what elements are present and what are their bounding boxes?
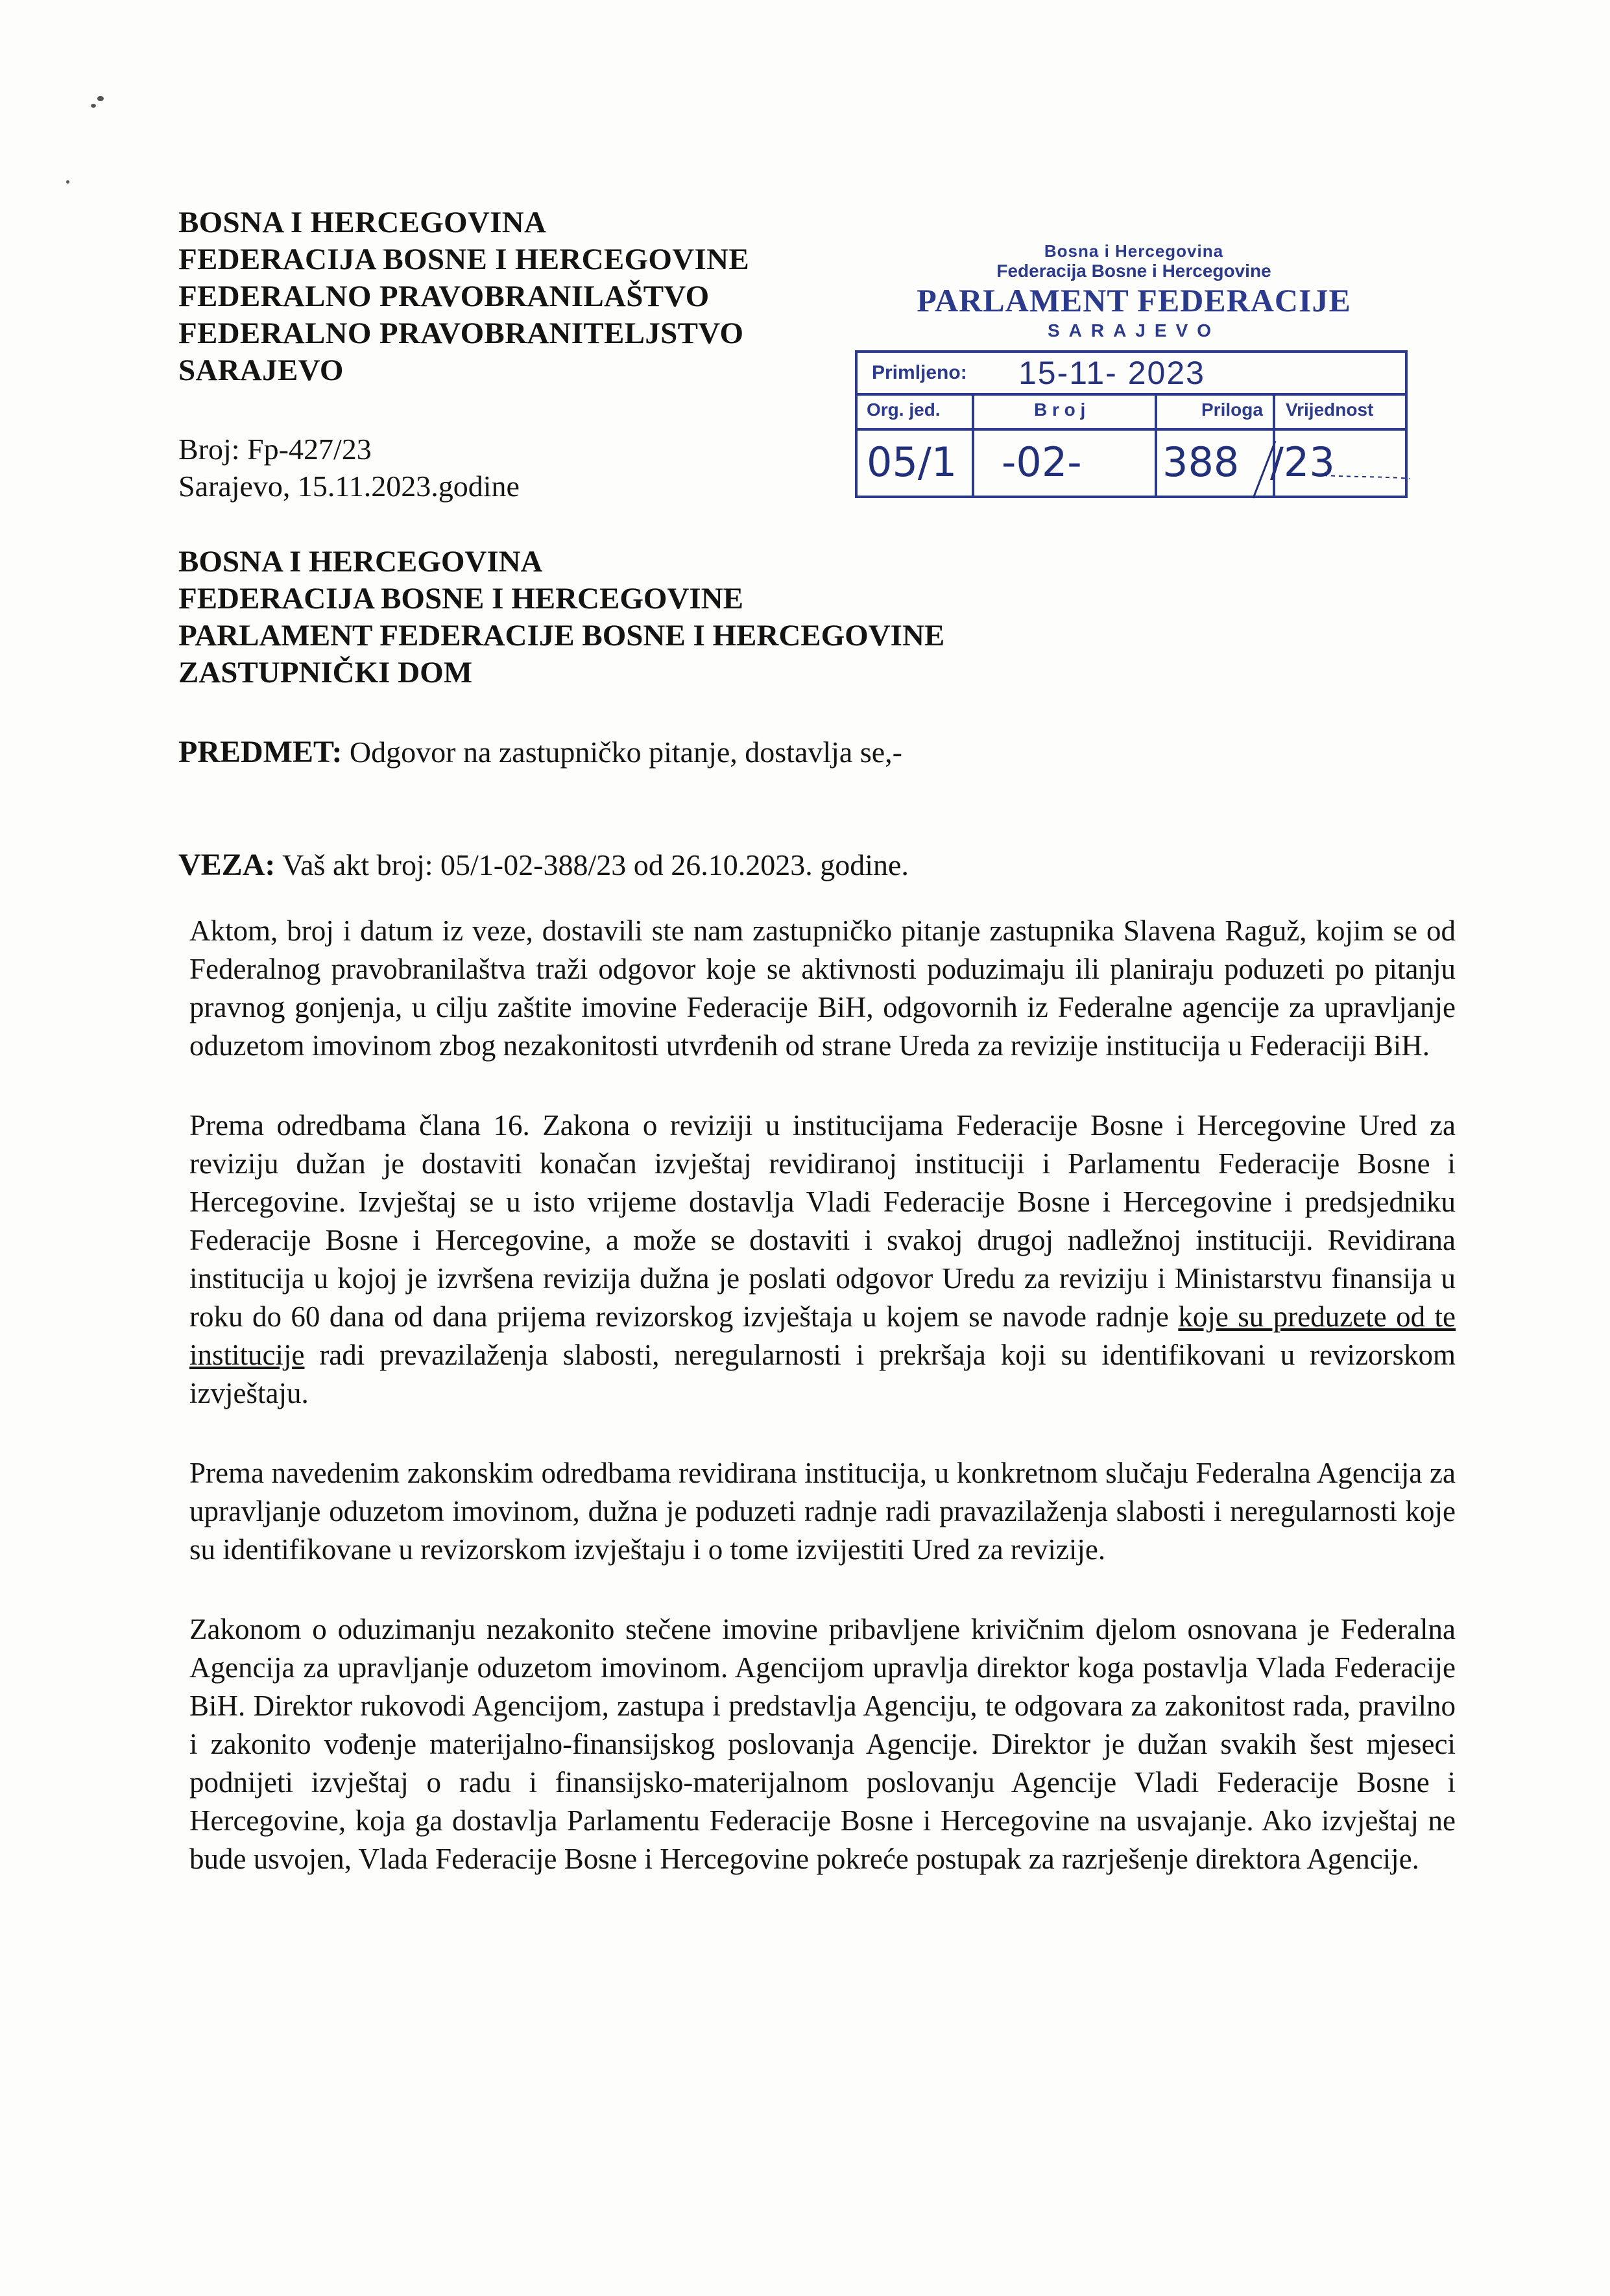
received-stamp [855,241,1413,501]
scan-speck [97,96,104,101]
paragraph-text: Prema odredbama člana 16. Zakona o reviziji u institucijama Federacije Bosne i Hercegovine Ured za reviziju dužan je dostaviti konačan izvještaj revidiranoj instituciji i Parlamentu Federacije Bosne i Hercegovine. Izvještaj se u isto vrijeme dostavlja Vladi Federacije Bosne i Hercegovine i predsjedniku Federacije Bosne i Hercegovine, a može se dostaviti i svakoj drugoj nadležnoj instituciji. Revidirana institucija u kojoj je izvršena revizija dužna je poslati odgovor Uredu za reviziju i Ministarstvu finansija u roku do 60 dana od dana prijema revizorskog izvještaja u kojem se navode radnje [189,1109,1456,1333]
stamp-col-org: Org. jed. [867,400,941,420]
stamp-hand-priloga: 388 [1162,438,1240,486]
stamp-divider [972,396,974,498]
stamp-pen-stroke [1225,436,1413,501]
stamp-received-date: 15-11- 2023 [1018,355,1205,391]
stamp-col-broj: B r o j [1034,400,1086,420]
recipient-block [178,544,944,691]
scan-speck [91,104,96,108]
subject-text: Odgovor na zastupničko pitanje, dostavlja se,- [349,735,902,769]
reference-line [178,847,909,883]
stamp-federation: Federacija Bosne i Hercegovine [996,261,1271,281]
stamp-country: Bosna i Hercegovina [1044,241,1224,261]
sender-line: SARAJEVO [178,353,344,387]
reference-label: VEZA: [178,848,276,882]
stamp-received-label: Primljeno: [872,362,967,383]
underlined-text: koje su preduzete od te institucije [189,1300,1456,1371]
stamp-hand-broj: -02- [1002,438,1082,486]
reference-text: Vaš akt broj: 05/1-02-388/23 od 26.10.2023. godine. [282,848,909,881]
stamp-received-row [858,353,1405,396]
paragraph: Prema navedenim zakonskim odredbama revidirana institucija, u konkretnom slučaju Federalna Agencija za upravljanje oduzetom imovinom, dužna je poduzeti radnje radi pravazilaženja slabosti i neregularnosti koje su identifikovane u revizorskom izvještaju i o tome izvijestiti Ured za revizije. [189,1457,1456,1566]
recipient-line: ZASTUPNIČKI DOM [178,656,473,689]
stamp-parliament: PARLAMENT FEDERACIJE [917,282,1351,318]
subject-label: PREDMET: [178,735,342,769]
sender-block [178,204,749,389]
sender-line: FEDERALNO PRAVOBRANILAŠTVO [178,280,710,313]
scan-speck [66,180,69,184]
stamp-hand-vrijednost: /23 [1270,438,1335,486]
document-number: Broj: Fp-427/23 [178,433,372,466]
stamp-col-priloga: Priloga [1201,400,1263,420]
stamp-header-row [858,396,1405,431]
paragraph: Zakonom o oduzimanju nezakonito stečene imovine pribavljene krivičnim djelom osnovana je Federalna Agencija za upravljanje oduzetom imovinom. Agencijom upravlja direktor koga postavlja Vlada Federacije BiH. Direktor rukovodi Agencijom, zastupa i predstavlja Agenciju, te odgovara za zakonitost rada, pravilno i zakonito vođenje materijalno-finansijskog poslovanja Agencije. Direktor je dužan svakih šest mjeseci podnijeti izvještaj o radu i finansijsko-materijalnom poslovanju Agencije Vladi Federacije Bosne i Hercegovine, koja ga dostavlja Parlamentu Federacije Bosne i Hercegovine na usvajanje. Ako izvještaj ne bude usvojen, Vlada Federacije Bosne i Hercegovine pokreće postupak za razrješenje direktora Agencije. [189,1613,1456,1875]
stamp-col-vrijednost: Vrijednost [1286,400,1374,420]
letter-body [189,912,1456,1920]
recipient-line: BOSNA I HERCEGOVINA [178,545,543,579]
paragraph: Aktom, broj i datum iz veze, dostavili ste nam zastupničko pitanje zastupnika Slavena Raguž, kojim se od Federalnog pravobranilaštva traži odgovor koje se aktivnosti poduzimaju ili planiraju poduzeti po pitanju pravnog gonjenja, u cilju zaštite imovine Federacije BiH, odgovornih iz Federalne agencije za upravljanje oduzetom imovinom zbog nezakonitosti utvrđenih od strane Ureda za revizije institucija u Federaciji BiH. [189,915,1456,1062]
recipient-line: PARLAMENT FEDERACIJE BOSNE I HERCEGOVINE [178,619,945,652]
stamp-hand-org: 05/1 [867,438,957,486]
recipient-line: FEDERACIJA BOSNE I HERCEGOVINE [178,582,743,616]
sender-line: FEDERACIJA BOSNE I HERCEGOVINE [178,243,749,276]
subject-line [178,734,902,770]
sender-line: FEDERALNO PRAVOBRANITELJSTVO [178,317,744,350]
document-date: Sarajevo, 15.11.2023.godine [178,470,520,503]
paragraph [189,1106,1456,1413]
sender-line: BOSNA I HERCEGOVINA [178,206,547,239]
paragraph-text: radi prevazilaženja slabosti, neregularnosti i prekršaja koji su identifikovani u revizorskom izvještaju. [189,1339,1456,1409]
stamp-divider [1155,396,1157,498]
reference-block [178,431,520,505]
stamp-city: SARAJEVO [1047,320,1221,341]
